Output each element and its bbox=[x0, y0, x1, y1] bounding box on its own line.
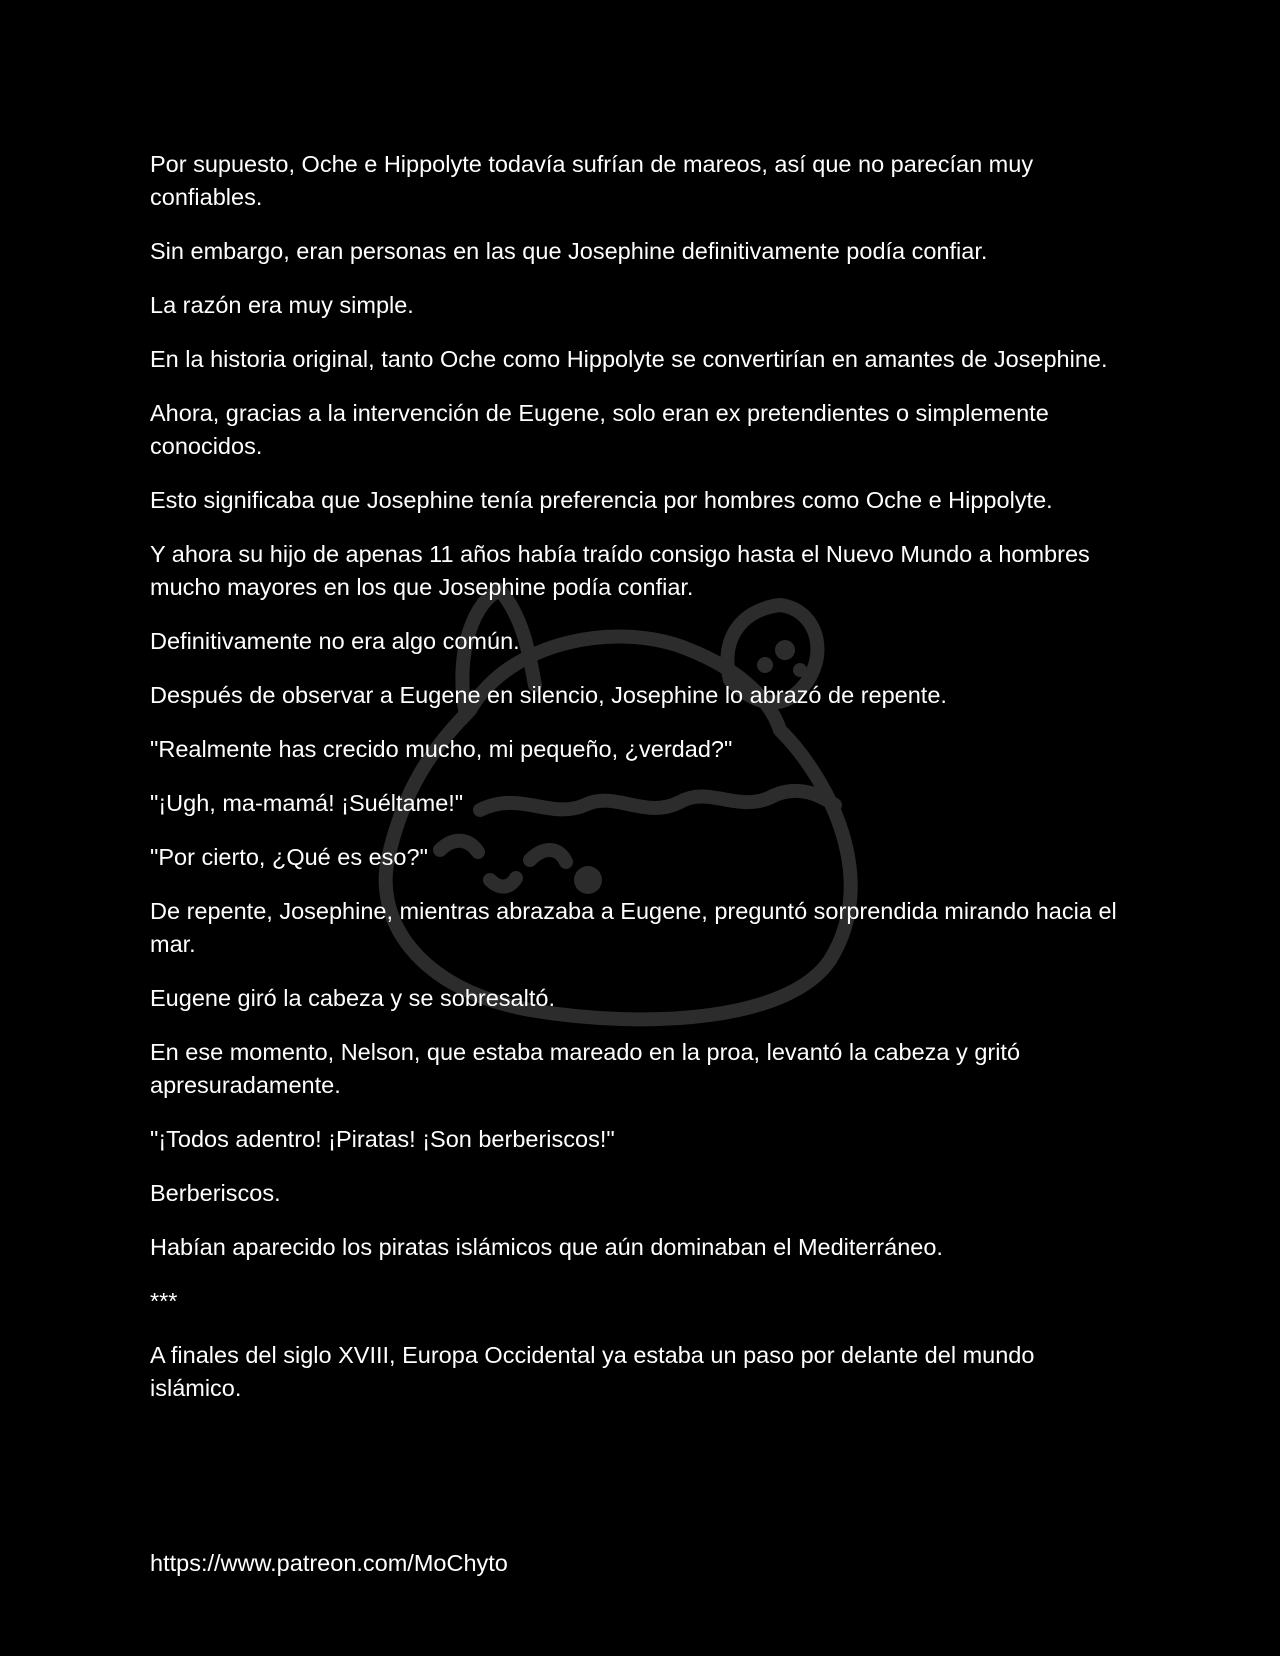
paragraph: Por supuesto, Oche e Hippolyte todavía sufrían de mareos, así que no parecían muy confiables. bbox=[150, 151, 1034, 210]
scene-break: *** bbox=[150, 1288, 178, 1314]
dialogue-line: "¡Ugh, ma-mamá! ¡Suéltame!" bbox=[150, 790, 464, 816]
chapter-text bbox=[150, 148, 1130, 1426]
dialogue-line: "Por cierto, ¿Qué es eso?" bbox=[150, 844, 428, 870]
paragraph: Berberiscos. bbox=[150, 1180, 281, 1206]
dialogue-line: "¡Todos adentro! ¡Piratas! ¡Son berberiscos!" bbox=[150, 1126, 615, 1152]
patreon-link[interactable]: https://www.patreon.com/MoChyto bbox=[150, 1550, 508, 1576]
paragraph: Ahora, gracias a la intervención de Eugene, solo eran ex pretendientes o simplemente conocidos. bbox=[150, 400, 1049, 459]
paragraph: Esto significaba que Josephine tenía preferencia por hombres como Oche e Hippolyte. bbox=[150, 487, 1053, 513]
paragraph: Y ahora su hijo de apenas 11 años había traído consigo hasta el Nuevo Mundo a hombres mucho mayores en los que Josephine podía confiar. bbox=[150, 541, 1090, 600]
paragraph: En la historia original, tanto Oche como Hippolyte se convertirían en amantes de Josephine. bbox=[150, 346, 1108, 372]
paragraph: Después de observar a Eugene en silencio, Josephine lo abrazó de repente. bbox=[150, 682, 947, 708]
paragraph: De repente, Josephine, mientras abrazaba a Eugene, preguntó sorprendida mirando hacia el mar. bbox=[150, 898, 1117, 957]
paragraph: Sin embargo, eran personas en las que Josephine definitivamente podía confiar. bbox=[150, 238, 988, 264]
paragraph: Definitivamente no era algo común. bbox=[150, 628, 520, 654]
paragraph: A finales del siglo XVIII, Europa Occidental ya estaba un paso por delante del mundo islámico. bbox=[150, 1342, 1035, 1401]
paragraph: La razón era muy simple. bbox=[150, 292, 414, 318]
dialogue-line: "Realmente has crecido mucho, mi pequeño, ¿verdad?" bbox=[150, 736, 733, 762]
paragraph: Eugene giró la cabeza y se sobresaltó. bbox=[150, 985, 555, 1011]
paragraph: En ese momento, Nelson, que estaba mareado en la proa, levantó la cabeza y gritó apresuradamente. bbox=[150, 1039, 1021, 1098]
paragraph: Habían aparecido los piratas islámicos que aún dominaban el Mediterráneo. bbox=[150, 1234, 943, 1260]
